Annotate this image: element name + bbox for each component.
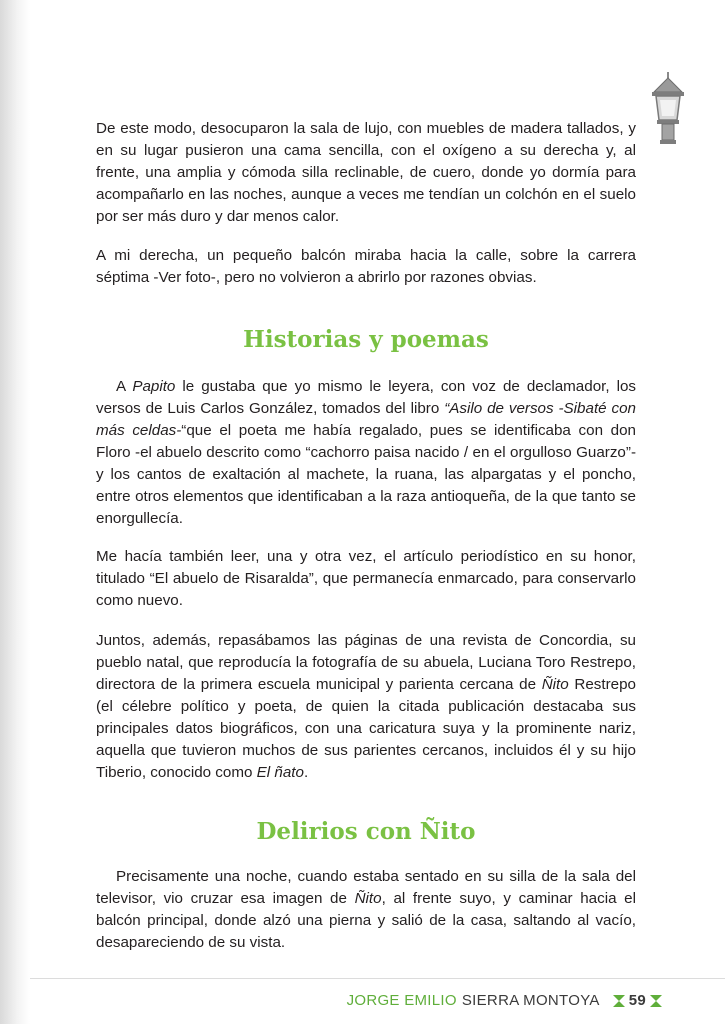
page-number: 59 (628, 992, 646, 1009)
page-gutter-shadow (0, 0, 30, 1024)
paragraph-balcon: A mi derecha, un pequeño balcón miraba hacia la calle, sobre la carrera séptima -Ver foto-, pero no volvieron a abrirlo por razones obvias. (96, 247, 636, 286)
heading-historias-text: Historias y poemas (243, 326, 489, 353)
italic-papito: Papito (132, 378, 176, 395)
italic-nito-2: Ñito (354, 890, 382, 907)
footer-author-last: SIERRA MONTOYA (461, 992, 600, 1009)
paragraph-noche: Precisamente una noche, cuando estaba sentado en su silla de la sala del televisor, vio cruzar esa imagen de Ñito, al frente suyo, y caminar hacia el balcón principal, donde alzó una pierna y salió de la casa, saltando al vacío, desapareciendo de su vista. (96, 868, 636, 951)
paragraph-sala: De este modo, desocuparon la sala de lujo, con muebles de madera tallados, y en su lugar pusieron una cama sencilla, con el oxígeno a su derecha y, al frente, una amplia y cómoda silla reclinable, de cuero, donde yo dormía para acompañarlo en las noches, aunque a veces me tendían un colchón en el suelo por ser más duro y dar menos calor. (96, 120, 636, 225)
heading-historias (96, 326, 636, 353)
hourglass-arrows-icon (649, 994, 663, 1008)
italic-nito: Ñito (541, 676, 569, 693)
footer-author-first: JORGE EMILIO (346, 992, 457, 1009)
street-lamp-icon (648, 70, 688, 146)
footer-divider (30, 978, 725, 979)
hourglass-arrows-icon (612, 994, 626, 1008)
paragraph-articulo: Me hacía también leer, una y otra vez, el artículo periodístico en su honor, titulado “El abuelo de Risaralda”, que permanecía enmarcado, para conservarlo como nuevo. (96, 548, 636, 609)
paragraph-revista: Juntos, además, repasábamos las páginas de una revista de Concordia, su pueblo natal, que reproducía la fotografía de su abuela, Luciana Toro Restrepo, directora de la primera escuela municipal y parienta cercana de Ñito Restrepo (el célebre político y poeta, de quien la citada publicación destacaba sus principales datos biográficos, con una caricatura suya y la prominente nariz, aquella que tuvieron muchos de sus parientes cercanos, incluidos él y su hijo Tiberio, conocido como El ñato. (96, 632, 636, 781)
heading-delirios-text: Delirios con Ñito (256, 818, 476, 845)
page-footer (347, 992, 663, 1009)
heading-delirios (96, 818, 636, 845)
italic-el-nato: El ñato (256, 764, 304, 781)
italic-book-title: “Asilo de versos -Sibaté con más celdas- (96, 400, 636, 439)
paragraph-papito: A Papito le gustaba que yo mismo le leyera, con voz de declamador, los versos de Luis Carlos González, tomados del libro “Asilo de versos -Sibaté con más celdas-“que el poeta me había regalado, pues se identificaba con don Floro -el abuelo descrito como “cachorro paisa nacido / en el orgulloso Guarzo”- y los cantos de exaltación al machete, la ruana, las alpargatas y el poncho, entre otros elementos que identificaban a la raza antioqueña, de la que tanto se enorgullecía. (96, 378, 637, 527)
